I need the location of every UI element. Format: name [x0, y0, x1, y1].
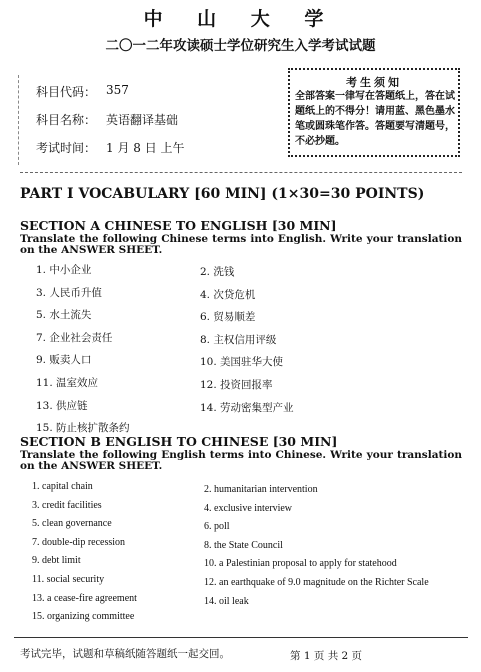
section-b-left-item: 5. clean governance	[32, 518, 112, 530]
subject-name-value: 英语翻译基础	[106, 113, 179, 127]
section-a-left-item: 7. 企业社会责任	[36, 331, 113, 344]
section-b-right-item: 2. humanitarian intervention	[204, 484, 318, 495]
candidate-notice-box	[288, 68, 460, 157]
footer-note: 考试完毕，试题和草稿纸随答题纸一起交回。	[20, 648, 230, 660]
section-a-right-item: 6. 贸易顺差	[200, 311, 256, 324]
section-a-left-item: 5. 水土流失	[36, 309, 92, 322]
notice-body: 全部答案一律写在答题纸上，答在试题纸上的不得分！请用蓝、黑色墨水笔或圆珠笔作答。答题要写清题号，不必抄题。	[295, 91, 455, 147]
section-b-left-item: 7. double-dip recession	[32, 536, 126, 548]
section-b-right-item: 14. oil leak	[204, 595, 249, 607]
section-a-left-item: 1. 中小企业	[36, 264, 92, 276]
footer-divider	[14, 637, 468, 638]
header-divider	[20, 172, 462, 173]
section-b-left-item: 11. social security	[32, 574, 105, 585]
section-a-right-item: 2. 洗钱	[200, 266, 235, 278]
section-a-left-item: 13. 供应链	[36, 399, 88, 412]
section-b-right-item: 4. exclusive interview	[204, 502, 293, 514]
section-b-left-item: 15. organizing committee	[32, 611, 135, 623]
section-a-left-item: 3. 人民币升值	[36, 286, 102, 299]
section-a-heading: SECTION A CHINESE TO ENGLISH [30 MIN]	[20, 218, 337, 233]
section-b-instruction: Translate the following English terms into Chinese. Write your translation on the ANSWER SHEET.	[20, 449, 462, 472]
section-b-left-item: 9. debt limit	[32, 555, 81, 567]
section-b-left-item: 3. credit facilities	[32, 499, 102, 511]
exam-title: 二〇一二年攻读硕士学位研究生入学考试试题	[105, 38, 376, 54]
section-a-right-item: 14. 劳动密集型产业	[200, 401, 294, 414]
section-a-right-item: 10. 美国驻华大使	[200, 356, 284, 369]
section-a-right-item: 4. 次贷危机	[200, 288, 256, 301]
section-b-left-item: 13. a cease-fire agreement	[32, 592, 137, 604]
subject-code-label: 科目代码：	[36, 85, 97, 99]
section-a-left-item: 9. 贩卖人口	[36, 354, 92, 367]
section-a-left-item: 11. 温室效应	[36, 377, 99, 389]
section-b-heading: SECTION B ENGLISH TO CHINESE [30 MIN]	[20, 434, 338, 449]
section-a-right-item: 8. 主权信用评级	[200, 333, 277, 346]
page-number: 第 1 页 共 2 页	[290, 650, 363, 662]
section-b-right-item: 6. poll	[204, 521, 230, 533]
notice-title: 考生须知	[346, 76, 402, 89]
university-name: 中 山 大 学	[143, 8, 338, 30]
section-b-right-item: 10. a Palestinian proposal to apply for statehood	[204, 558, 397, 570]
section-b-right-item: 8. the State Council	[204, 539, 283, 551]
part-title: PART Ⅰ VOCABULARY [60 MIN] (1×30=30 POINTS)	[20, 186, 425, 202]
exam-time-value: 1 月 8 日 上午	[106, 141, 185, 155]
subject-name-label: 科目名称：	[36, 113, 97, 127]
section-b-left-item: 1. capital chain	[32, 481, 93, 492]
exam-time-label: 考试时间：	[36, 141, 97, 155]
section-a-instruction: Translate the following Chinese terms into English. Write your translation on the ANSWER SHEET.	[20, 233, 462, 256]
section-a-left-item: 15. 防止核扩散条约	[36, 422, 130, 435]
meta-divider	[18, 75, 19, 165]
section-a-right-item: 12. 投资回报率	[200, 379, 273, 391]
subject-code-value: 357	[106, 83, 129, 97]
section-b-right-item: 12. an earthquake of 9.0 magnitude on the Richter Scale	[204, 577, 429, 588]
